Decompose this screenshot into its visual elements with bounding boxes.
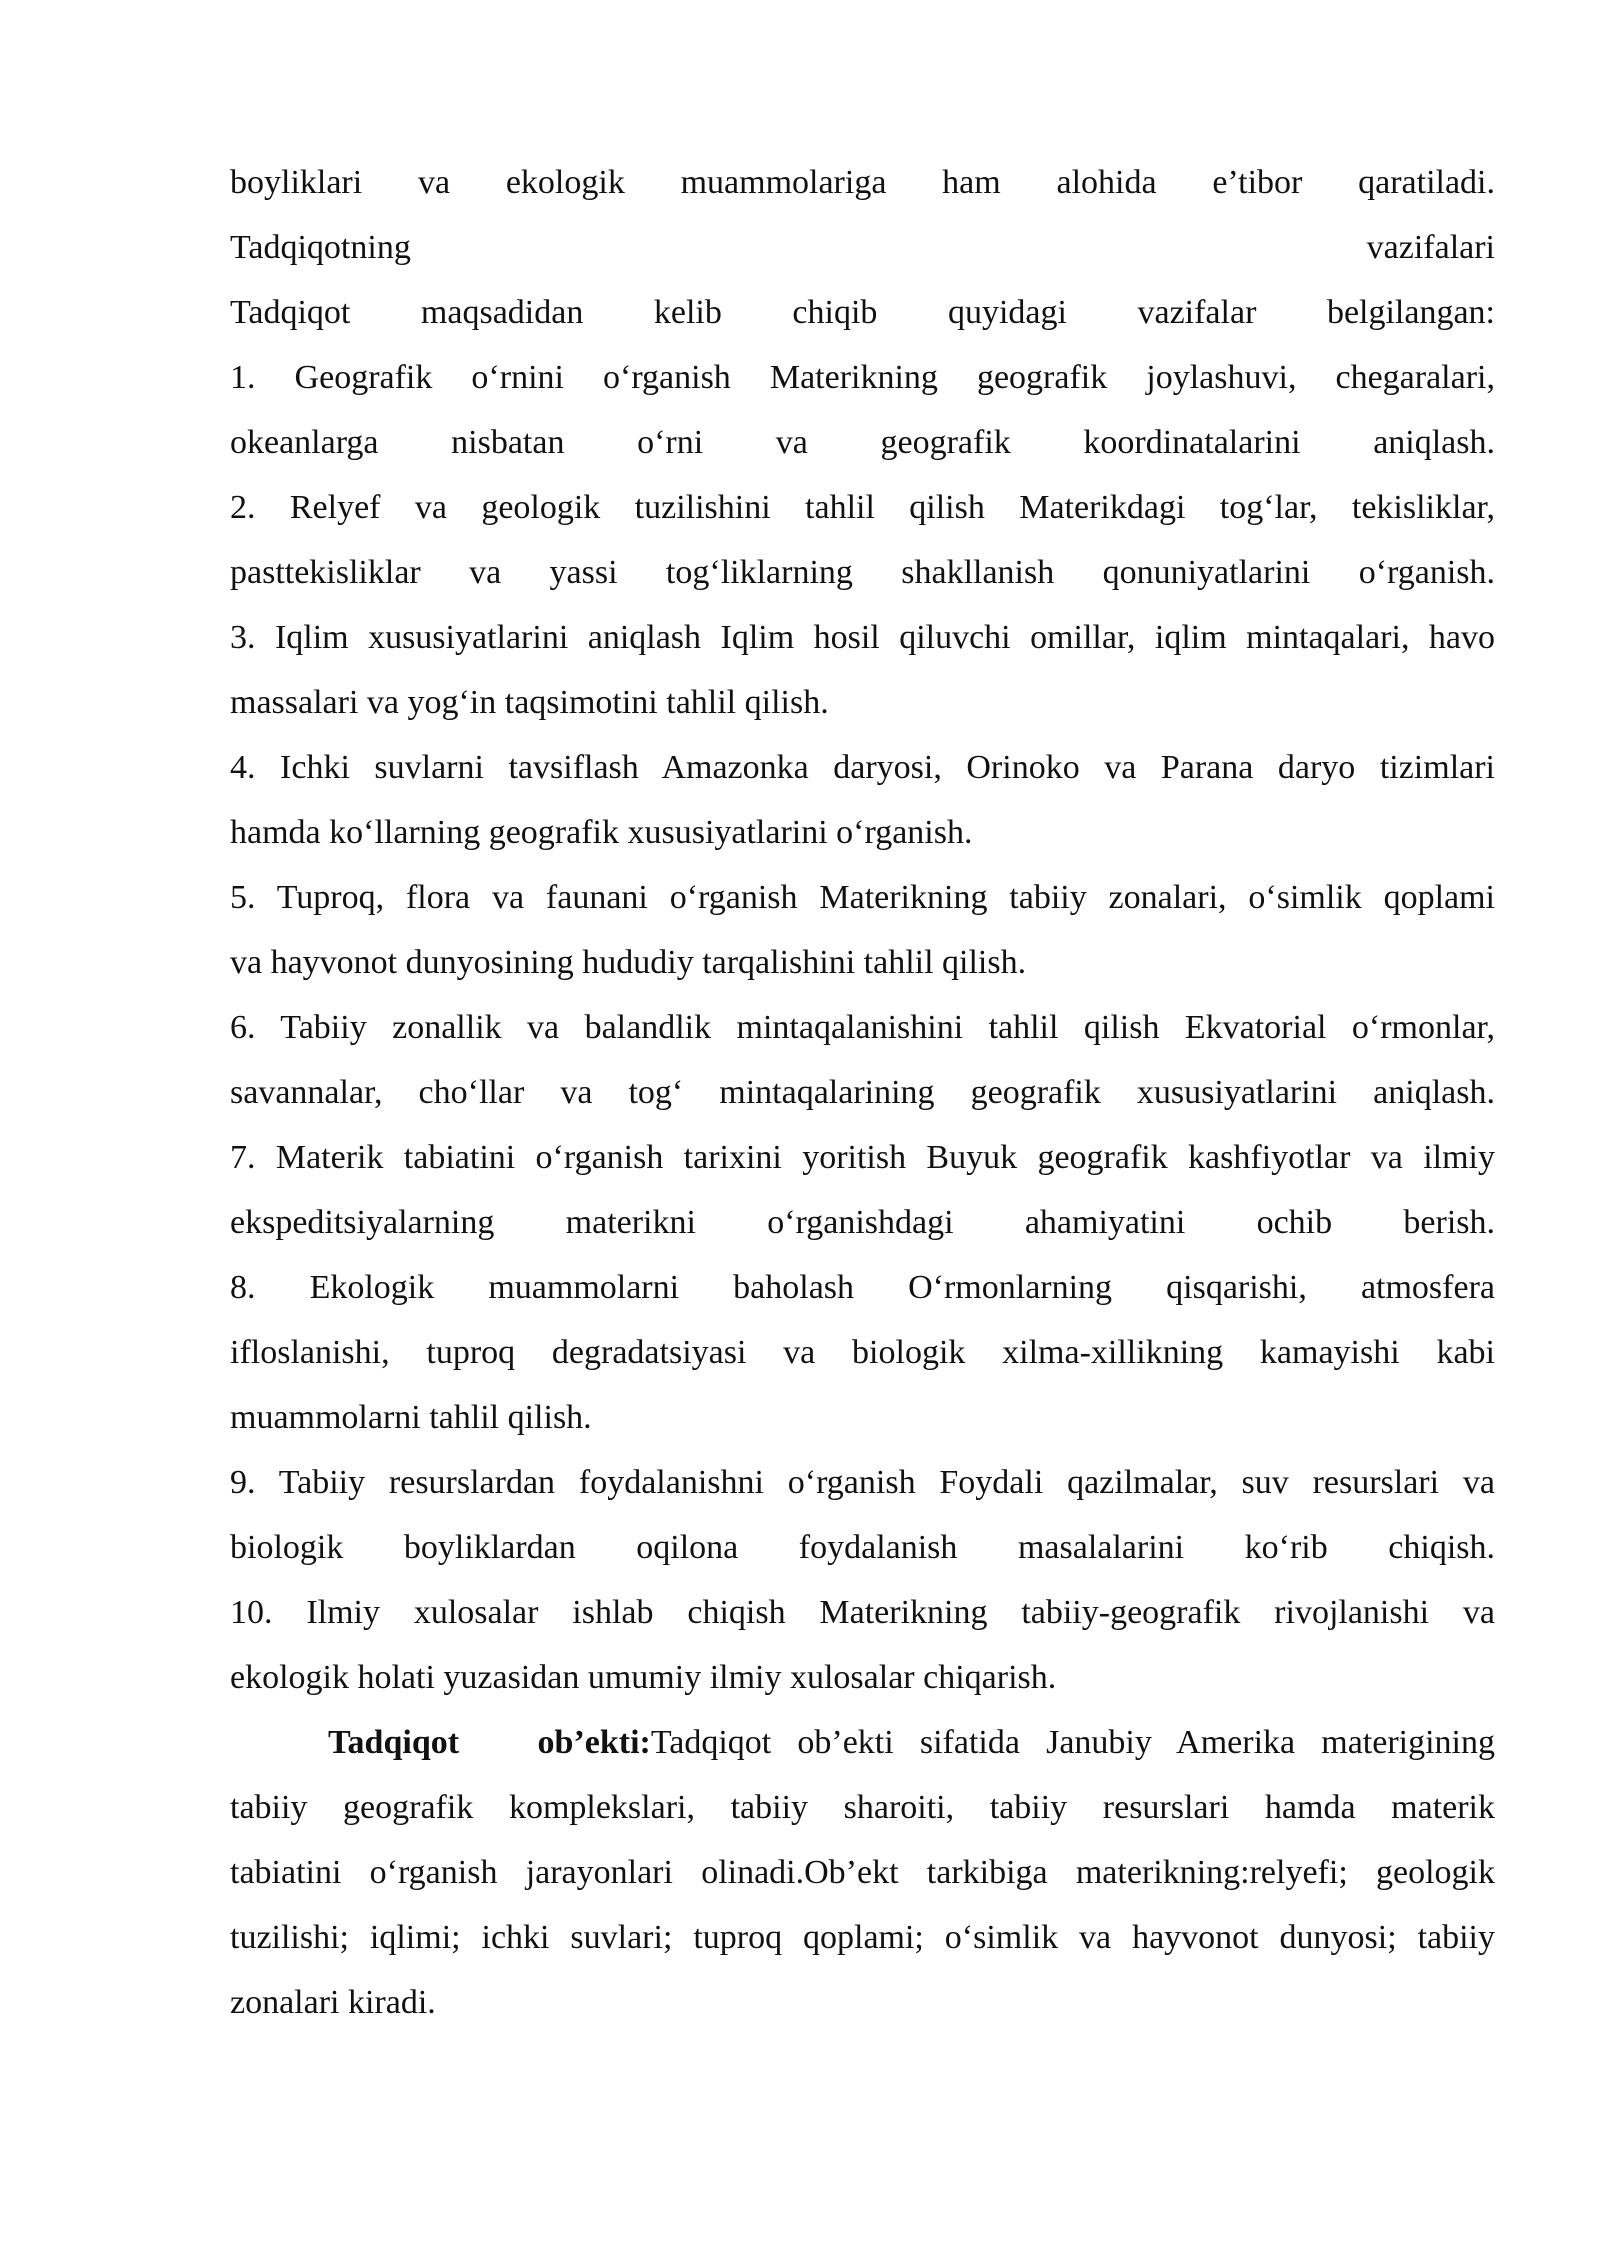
paragraph-line: va hayvonot dunyosining hududiy tarqalishini tahlil qilish.: [230, 944, 1027, 981]
paragraph-line: 2. Relyef va geologik tuzilishini tahlil qilish Materikdagi tog‘lar, tekisliklar,: [230, 489, 1495, 526]
object-section-first-line: [230, 1710, 1495, 1775]
paragraph-line: 3. Iqlim xususiyatlarini aniqlash Iqlim hosil qiluvchi omillar, iqlim mintaqalari, havo: [230, 619, 1495, 656]
paragraph-line: 6. Tabiiy zonallik va balandlik mintaqalanishini tahlil qilish Ekvatorial o‘rmonlar,: [230, 1009, 1495, 1046]
object-section-body: [230, 1775, 1495, 2035]
paragraph-line: 7. Materik tabiatini o‘rganish tarixini yoritish Buyuk geografik kashfiyotlar va ilmiy: [230, 1139, 1495, 1176]
paragraph-line: ekspeditsiyalarning materikni o‘rganishdagi ahamiyatini ochib berish.: [230, 1204, 1495, 1241]
paragraph-line: Tadqiqot maqsadidan kelib chiqib quyidagi vazifalar belgilangan:: [230, 294, 1495, 331]
object-section-line: tuzilishi; iqlimi; ichki suvlari; tuproq qoplami; o‘simlik va hayvonot dunyosi; tabiiy: [230, 1919, 1495, 1956]
paragraph-line: 4. Ichki suvlarni tavsiflash Amazonka daryosi, Orinoko va Parana daryo tizimlari: [230, 749, 1495, 786]
paragraph-line: 10. Ilmiy xulosalar ishlab chiqish Materikning tabiiy-geografik rivojlanishi va: [230, 1594, 1495, 1631]
paragraph-line: 1. Geografik o‘rnini o‘rganish Materikning geografik joylashuvi, chegaralari,: [230, 359, 1495, 396]
paragraph-line: okeanlarga nisbatan o‘rni va geografik koordinatalarini aniqlash.: [230, 424, 1495, 461]
paragraph-line: ifloslanishi, tuproq degradatsiyasi va biologik xilma-xillikning kamayishi kabi: [230, 1334, 1495, 1371]
paragraph-line: massalari va yog‘in taqsimotini tahlil qilish.: [230, 684, 829, 721]
task-list: [230, 150, 1495, 1710]
paragraph-line: ekologik holati yuzasidan umumiy ilmiy xulosalar chiqarish.: [230, 1659, 1057, 1696]
paragraph-line: 8. Ekologik muammolarni baholash O‘rmonlarning qisqarishi, atmosfera: [230, 1269, 1495, 1306]
paragraph-line: biologik boyliklardan oqilona foydalanish masalalarini ko‘rib chiqish.: [230, 1529, 1495, 1566]
body-text: [230, 150, 1495, 2035]
object-section-line: tabiiy geografik komplekslari, tabiiy sharoiti, tabiiy resurslari hamda materik: [230, 1789, 1495, 1826]
paragraph-line: Tadqiqotning vazifalari: [230, 229, 1495, 266]
paragraph-line: pasttekisliklar va yassi tog‘liklarning shakllanish qonuniyatlarini o‘rganish.: [230, 554, 1495, 591]
paragraph-line: savannalar, cho‘llar va tog‘ mintaqalarining geografik xususiyatlarini aniqlash.: [230, 1074, 1495, 1111]
object-section-line: zonalari kiradi.: [230, 1984, 436, 2021]
object-section-text: Tadqiqot ob’ekti sifatida Janubiy Amerika materigining: [650, 1724, 1495, 1761]
paragraph-line: boyliklari va ekologik muammolariga ham alohida e’tibor qaratiladi.: [230, 164, 1495, 201]
paragraph-line: 5. Tuproq, flora va faunani o‘rganish Materikning tabiiy zonalari, o‘simlik qoplami: [230, 879, 1495, 916]
object-section-heading: Tadqiqot ob’ekti:: [328, 1724, 651, 1761]
paragraph-line: muammolarni tahlil qilish.: [230, 1399, 592, 1436]
object-section-line: tabiatini o‘rganish jarayonlari olinadi.Ob’ekt tarkibiga materikning:relyefi; geologik: [230, 1854, 1495, 1891]
paragraph-line: hamda ko‘llarning geografik xususiyatlarini o‘rganish.: [230, 814, 973, 851]
paragraph-line: 9. Tabiiy resurslardan foydalanishni o‘rganish Foydali qazilmalar, suv resurslari va: [230, 1464, 1495, 1501]
